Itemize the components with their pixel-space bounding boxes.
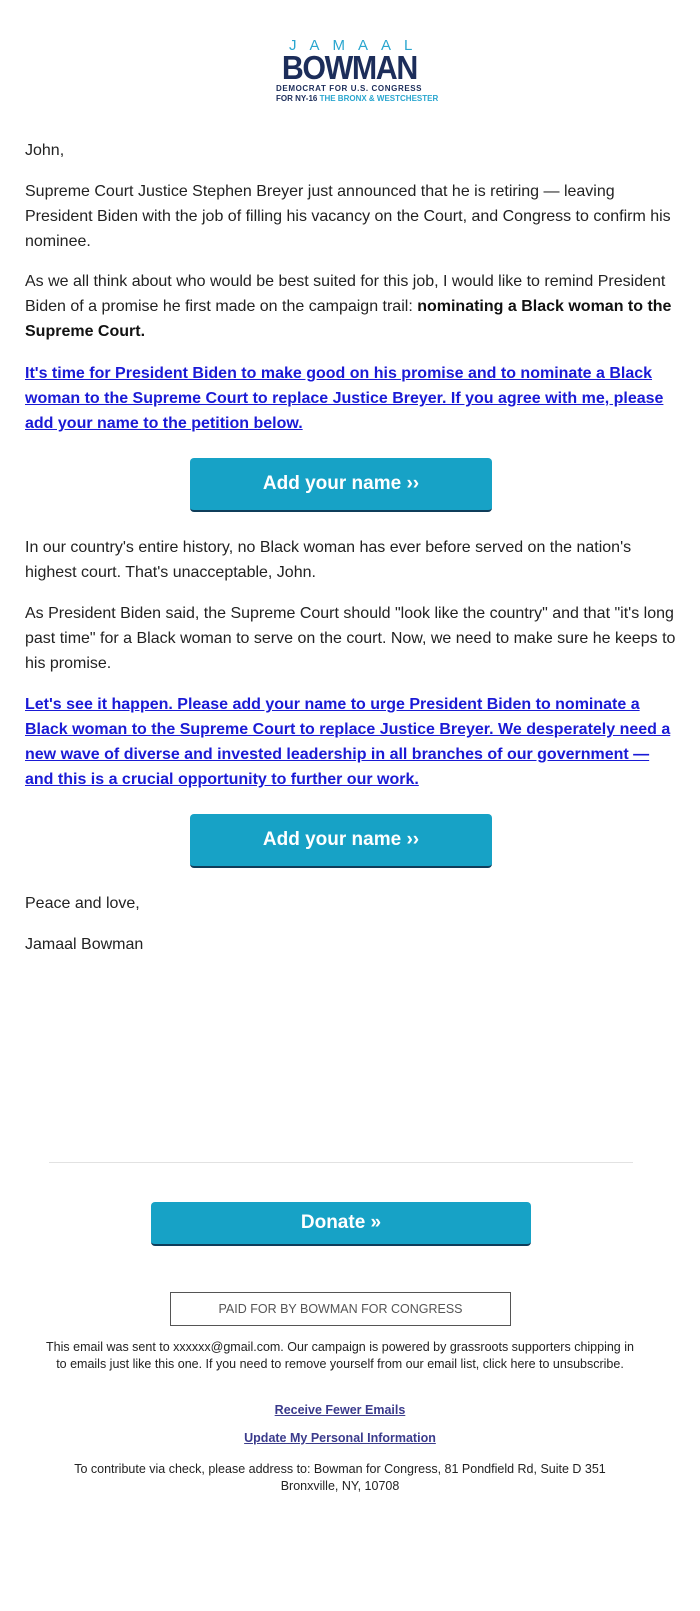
logo-last-name: BOWMAN <box>281 49 417 86</box>
paragraph-biden-quote: As President Biden said, the Supreme Court should "look like the country" and that "it's long past time" for a Black woman to serve on the court. Now, we need to make sure he keeps to his promise. <box>25 605 676 672</box>
receive-fewer-emails-link[interactable]: Receive Fewer Emails <box>274 1403 406 1417</box>
logo-first-name: JAMAAL <box>289 37 426 54</box>
paid-for-disclaimer: PAID FOR BY BOWMAN FOR CONGRESS <box>170 1292 511 1326</box>
paragraph-promise <box>25 269 680 344</box>
footer-divider <box>49 1162 633 1163</box>
paragraph-retirement: Supreme Court Justice Stephen Breyer just announced that he is retiring — leaving President Biden with the job of filling his vacancy on the Court, and Congress to confirm his nominee. <box>25 183 671 250</box>
paragraph-promise-bold: nominating a Black woman to the Supreme Court. <box>25 298 672 340</box>
logo-district-line <box>276 94 439 104</box>
paragraph-promise-text: As we all think about who would be best suited for this job, I would like to remind President Biden of a promise he first made on the campaign trail: <box>25 273 666 315</box>
update-personal-info-link[interactable]: Update My Personal Information <box>244 1431 436 1445</box>
email-disclaimer: This email was sent to xxxxxx@gmail.com. Our campaign is powered by grassroots supporters chipping in to emails just like this one. If you need to remove yourself from our email list, click here to unsubscribe. <box>46 1340 634 1371</box>
donate-button[interactable]: Donate » <box>151 1202 531 1246</box>
paragraph-history: In our country's entire history, no Black woman has ever before served on the nation's highest court. That's unacceptable, John. <box>25 539 632 581</box>
signature: Jamaal Bowman <box>25 936 144 953</box>
campaign-logo <box>276 37 439 104</box>
signoff: Peace and love, <box>25 895 140 912</box>
petition-link-2[interactable]: Let's see it happen. Please add your name to urge President Biden to nominate a Black woman to the Supreme Court to replace Justice Breyer. We desperately need a new wave of diverse and invested leadership in all branches of our government — and this is a crucial opportunity to further our work. <box>25 696 671 788</box>
logo-tagline: DEMOCRAT FOR U.S. CONGRESS <box>276 84 423 93</box>
add-name-button-2[interactable]: Add your name ›› <box>190 814 492 868</box>
greeting: John, <box>25 142 65 159</box>
petition-link-1[interactable]: It's time for President Biden to make good on his promise and to nominate a Black woman to the Supreme Court to replace Justice Breyer. If you agree with me, please add your name to the petition below. <box>25 365 664 432</box>
logo-district: FOR NY-16 <box>276 94 318 103</box>
add-name-button-1[interactable]: Add your name ›› <box>190 458 492 512</box>
logo-region: THE BRONX & WESTCHESTER <box>319 94 439 103</box>
mailing-address: To contribute via check, please address to: Bowman for Congress, 81 Pondfield Rd, Suite D 351 Bronxville, NY, 10708 <box>74 1462 606 1493</box>
